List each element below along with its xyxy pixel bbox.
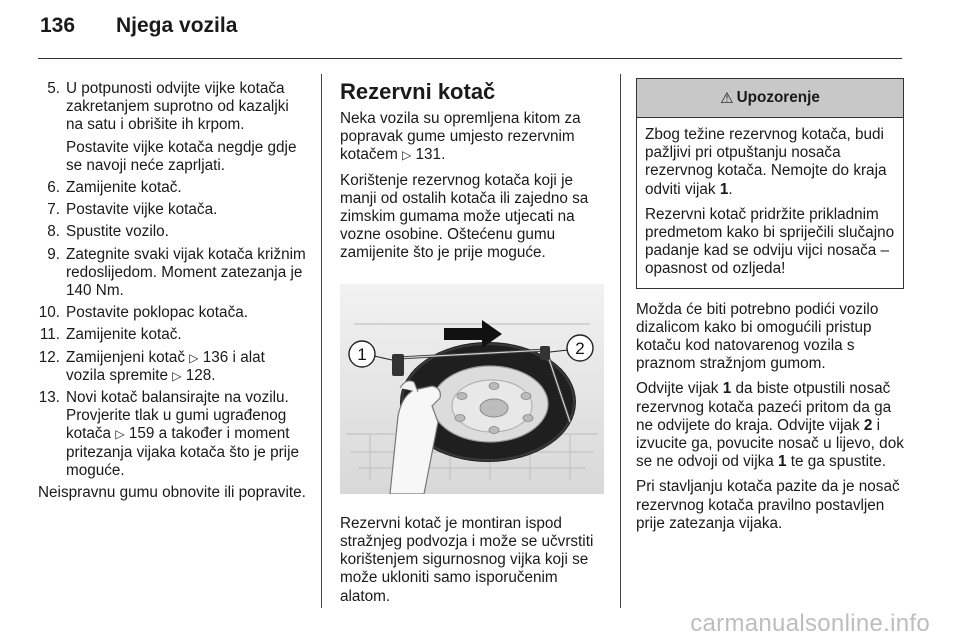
step-text: Zamijenite kotač. xyxy=(66,326,182,344)
carrier-bolt-2 xyxy=(540,346,550,360)
column-1 xyxy=(38,80,306,509)
paragraph-text: . xyxy=(441,146,446,164)
page-ref-arrow-icon: ▷ xyxy=(189,350,199,365)
bolt-ref: 1 xyxy=(722,380,732,398)
step-number: 12. xyxy=(38,348,60,366)
page-ref-arrow-icon: ▷ xyxy=(115,427,125,442)
column-3 xyxy=(636,78,904,540)
spare-wheel-illustration xyxy=(340,284,604,494)
paragraph-text: te ga spustite. xyxy=(786,453,887,471)
list-item xyxy=(38,179,306,197)
page-ref-arrow-icon: ▷ xyxy=(172,368,182,383)
paragraph-text: i izvucite ga, povucite nosač u lijevo, dok se ne odvoji od vijka xyxy=(636,416,904,471)
list-item xyxy=(38,389,306,480)
paragraph xyxy=(340,110,604,165)
step-number: 11. xyxy=(39,326,60,344)
page-ref[interactable]: 159 xyxy=(128,425,155,443)
warning-title: Upozorenje xyxy=(736,88,820,106)
bolt-ref: 2 xyxy=(863,416,873,434)
warning-box xyxy=(636,78,904,289)
column-divider xyxy=(620,74,621,608)
paragraph xyxy=(636,380,904,471)
warning-paragraph: Rezervni kotač pridržite prikladnim predmetom kako bi spriječili slučajno padanje kad se odviju vijci nosača – opasnost od ozljeda! xyxy=(645,205,895,278)
page-title: Njega vozila xyxy=(116,14,238,37)
warning-paragraph xyxy=(645,126,895,199)
warning-header xyxy=(637,79,903,118)
step-number: 7. xyxy=(47,201,60,219)
section-heading: Rezervni kotač xyxy=(340,79,496,104)
list-item xyxy=(38,223,306,241)
paragraph-text: Odvijte vijak xyxy=(636,380,723,398)
step-number: 10. xyxy=(38,304,60,322)
step-subtext: Postavite vijke kotača negdje gdje se navoji neće zaprljati. xyxy=(66,138,297,174)
list-item xyxy=(38,304,306,322)
paragraph: Korištenje rezervnog kotača koji je manji od ostalih kotača ili zajedno sa zimskim gumama može utjecati na vozne osobine. Oštećenu gumu zamijenite što je prije moguće. xyxy=(340,171,589,262)
list-item xyxy=(38,349,306,385)
step-text: Spustite vozilo. xyxy=(66,223,169,241)
watermark: carmanualsonline.info xyxy=(690,610,930,637)
carrier-bolt-1 xyxy=(392,354,404,376)
step-text: Postavite vijke kotača. xyxy=(66,201,218,219)
step-text: . xyxy=(211,366,216,384)
paragraph-text: Neka vozila su opremljena kitom za popravak gume umjesto rezervnim kotačem xyxy=(340,110,581,164)
step-text: Zamijenite kotač. xyxy=(66,179,182,197)
warning-text: . xyxy=(728,180,733,198)
paragraph: Pri stavljanju kotača pazite da je nosač rezervnog kotača pravilno postavljen prije zatezanja vijaka. xyxy=(636,478,900,532)
wheel-hub xyxy=(480,399,508,417)
step-text: a također i moment pritezanja vijaka kotača što je prije moguće. xyxy=(66,425,299,479)
header-rule xyxy=(38,58,902,59)
list-item xyxy=(38,246,306,301)
step-text: U potpunosti odvijte vijke kotača zakretanjem suprotno od kazaljki na satu i obrišite ih krpom. xyxy=(66,80,289,134)
warning-body xyxy=(637,118,903,288)
step-number: 8. xyxy=(47,223,60,241)
step-text: i alat vozila spremite xyxy=(66,348,265,384)
column-2 xyxy=(340,80,604,613)
paragraph: Možda će biti potrebno podići vozilo dizalicom kako bi omogućili pristup kotaču kod natovarenog vozila s praznom stražnjom gumom. xyxy=(636,300,879,373)
page-number: 136 xyxy=(40,14,76,37)
warning-icon: ⚠ xyxy=(720,88,734,107)
page-ref-arrow-icon: ▷ xyxy=(402,148,412,163)
warning-text: Zbog težine rezervnog kotača, budi pažljivi pri otpuštanju nosača rezervnog kotača. Nemojte do kraja odviti vijak xyxy=(645,126,887,198)
paragraph-text: da biste otpustili nosač rezervnog kotača pazeći pritom da ga ne odvijete do kraja. Odvijte vijak xyxy=(636,380,892,434)
page-ref[interactable]: 136 xyxy=(202,348,229,366)
callout-1: 1 xyxy=(357,344,367,364)
page-ref[interactable]: 131 xyxy=(415,146,442,164)
list-item xyxy=(38,201,306,219)
step-text: Zategnite svaki vijak kotača križnim redoslijedom. Moment zatezanja je 140 Nm. xyxy=(66,245,306,300)
list-item xyxy=(38,326,306,344)
closing-text: Neispravnu gumu obnovite ili popravite. xyxy=(38,484,306,502)
step-text: Novi kotač balansirajte na vozilu. Provjerite tlak u gumi ugrađenog kotača xyxy=(66,389,289,443)
page-ref[interactable]: 128 xyxy=(185,366,212,384)
paragraph: Rezervni kotač je montiran ispod stražnjeg podvozja i može se učvrstiti korištenjem sigurnosnog vijka koji se može ukloniti samo isporučenim alatom. xyxy=(340,514,594,605)
step-text: Zamijenjeni kotač xyxy=(66,348,190,366)
step-number: 13. xyxy=(38,389,60,407)
bolt-ref: 1 xyxy=(778,453,787,471)
callout-2: 2 xyxy=(575,338,585,358)
list-item xyxy=(38,80,306,175)
step-list xyxy=(38,80,306,480)
bolt-ref: 1 xyxy=(719,180,729,198)
column-divider xyxy=(321,74,322,608)
step-number: 9. xyxy=(47,245,60,263)
step-text: Postavite poklopac kotača. xyxy=(66,304,248,322)
step-number: 6. xyxy=(47,179,60,197)
step-number: 5. xyxy=(47,80,60,97)
